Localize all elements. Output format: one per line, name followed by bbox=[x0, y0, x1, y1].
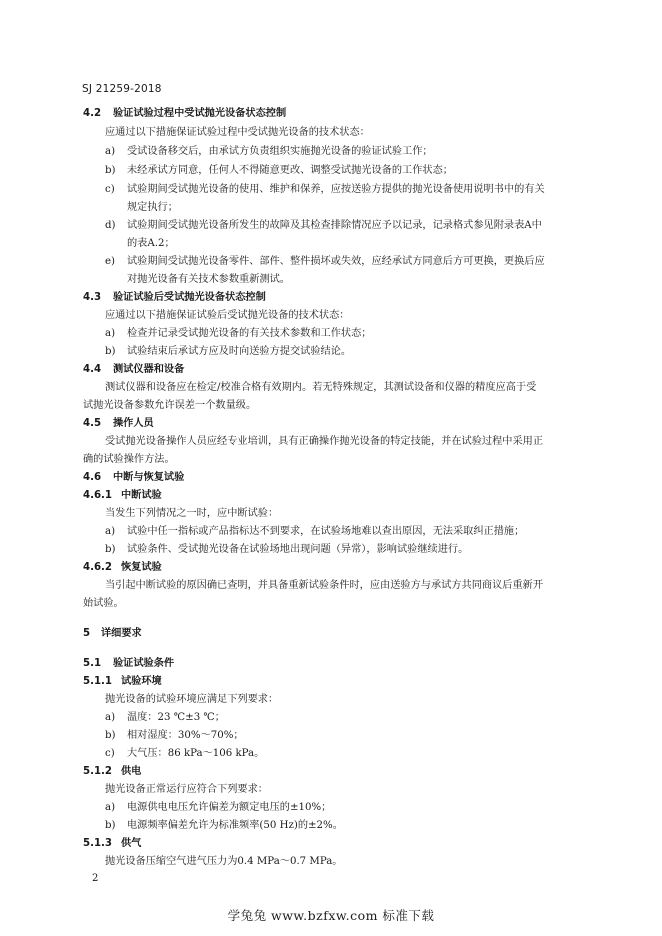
list-text-continued: 的表A.2； bbox=[127, 238, 175, 249]
list-item bbox=[105, 819, 343, 832]
section-title: 验证试验过程中受试抛光设备状态控制 bbox=[113, 108, 287, 119]
list-text: 检查并记录受试抛光设备的有关技术参数和工作状态； bbox=[127, 328, 372, 339]
list-item bbox=[105, 747, 264, 760]
list-marker: c) bbox=[105, 184, 115, 195]
list-item bbox=[105, 345, 351, 358]
page-number: 2 bbox=[92, 873, 99, 884]
section-4-2-heading bbox=[83, 107, 286, 120]
list-item bbox=[105, 543, 468, 556]
section-number: 4.3 bbox=[83, 292, 102, 303]
list-text-continued: 对抛光设备有关技术参数重新测试。 bbox=[127, 274, 290, 285]
list-text: 未经承试方同意，任何人不得随意更改、调整受试抛光设备的工作状态； bbox=[127, 165, 453, 176]
list-text: 试验条件、受试抛光设备在试验场地出现问题（异常），影响试验继续进行。 bbox=[127, 544, 469, 555]
section-number: 5.1 bbox=[83, 658, 102, 669]
section-5-1-3-heading bbox=[83, 837, 141, 850]
section-4-6-1-intro: 当发生下列情况之一时，应中断试验： bbox=[105, 508, 279, 519]
list-marker: a) bbox=[105, 328, 116, 339]
section-4-6-heading bbox=[83, 471, 184, 484]
section-number: 5.1.2 bbox=[83, 766, 113, 777]
section-number: 4.6 bbox=[83, 472, 102, 483]
paragraph-line: 确的试验操作方法。 bbox=[83, 454, 175, 465]
section-number: 4.6.1 bbox=[83, 490, 113, 501]
list-marker: b) bbox=[105, 730, 116, 741]
list-marker: d) bbox=[105, 220, 116, 231]
section-4-2-intro: 应通过以下措施保证试验过程中受试抛光设备的技术状态： bbox=[105, 127, 370, 138]
section-number: 5 bbox=[83, 628, 91, 639]
paragraph-line: 试抛光设备参数允许误差一个数量级。 bbox=[83, 400, 257, 411]
section-title: 试验环境 bbox=[121, 676, 162, 687]
section-title: 中断与恢复试验 bbox=[113, 472, 185, 483]
section-title: 中断试验 bbox=[121, 490, 162, 501]
paragraph-line: 测试仪器和设备应在检定/校准合格有效期内。若无特殊规定，其测试设备和仪器的精度应高于受 bbox=[105, 382, 537, 393]
list-item bbox=[105, 327, 372, 340]
list-item bbox=[105, 711, 225, 724]
document-id: SJ 21259-2018 bbox=[82, 83, 162, 95]
list-marker: c) bbox=[105, 748, 115, 759]
list-marker: e) bbox=[105, 256, 116, 267]
list-text: 试验结束后承试方应及时向送验方提交试验结论。 bbox=[127, 346, 352, 357]
section-4-5-heading bbox=[83, 417, 154, 430]
footer-watermark: 学兔兔 www.bzfxw.com 标准下载 bbox=[227, 908, 435, 923]
list-marker: b) bbox=[105, 544, 116, 555]
section-4-3-intro: 应通过以下措施保证试验后受试抛光设备的技术状态： bbox=[105, 310, 350, 321]
list-text-continued: 规定执行； bbox=[127, 202, 178, 213]
list-text: 电源频率偏差允许为标准频率(50 Hz)的±2%。 bbox=[127, 820, 343, 831]
paragraph-line: 受试抛光设备操作人员应经专业培训，具有正确操作抛光设备的特定技能，并在试验过程中采用正 bbox=[105, 436, 544, 447]
paragraph-line: 当引起中断试验的原因确已查明，并具备重新试验条件时，应由送验方与承试方共同商议后重新开 bbox=[105, 580, 544, 591]
section-5-1-1-heading bbox=[83, 675, 162, 688]
list-text: 试验期间受试抛光设备所发生的故障及其检查排除情况应予以记录，记录格式参见附录表A中 bbox=[127, 220, 542, 231]
list-marker: a) bbox=[105, 526, 116, 537]
section-title: 恢复试验 bbox=[121, 562, 162, 573]
section-title: 供电 bbox=[121, 766, 142, 777]
list-marker: b) bbox=[105, 165, 116, 176]
list-text: 大气压：86 kPa～106 kPa。 bbox=[127, 748, 265, 759]
list-text: 试验期间受试抛光设备的使用、维护和保养，应按送验方提供的抛光设备使用说明书中的有关 bbox=[127, 184, 545, 195]
list-item bbox=[105, 183, 545, 196]
list-item bbox=[105, 729, 244, 742]
list-text: 电源供电电压允许偏差为额定电压的±10%； bbox=[127, 802, 332, 813]
section-title: 验证试验条件 bbox=[113, 658, 175, 669]
list-text: 受试设备移交后，由承试方负责组织实施抛光设备的验证试验工作； bbox=[127, 146, 433, 157]
section-title: 供气 bbox=[121, 838, 142, 849]
section-number: 4.5 bbox=[83, 418, 102, 429]
section-number: 4.4 bbox=[83, 364, 102, 375]
list-item bbox=[105, 525, 524, 538]
section-5-1-1-intro: 抛光设备的试验环境应满足下列要求： bbox=[105, 694, 279, 705]
section-number: 4.6.2 bbox=[83, 562, 113, 573]
list-marker: a) bbox=[105, 802, 116, 813]
paragraph-line: 抛光设备压缩空气进气压力为0.4 MPa～0.7 MPa。 bbox=[105, 856, 343, 867]
section-4-3-heading bbox=[83, 291, 266, 304]
list-marker: b) bbox=[105, 820, 116, 831]
section-title: 操作人员 bbox=[113, 418, 154, 429]
section-number: 5.1.3 bbox=[83, 838, 113, 849]
list-marker: a) bbox=[105, 712, 116, 723]
list-marker: b) bbox=[105, 346, 116, 357]
section-title: 测试仪器和设备 bbox=[113, 364, 185, 375]
section-number: 4.2 bbox=[83, 108, 102, 119]
section-4-4-heading bbox=[83, 363, 184, 376]
list-item bbox=[105, 801, 331, 814]
section-number: 5.1.1 bbox=[83, 676, 113, 687]
paragraph-line: 始试验。 bbox=[83, 598, 124, 609]
list-item bbox=[105, 255, 545, 268]
section-5-1-heading bbox=[83, 657, 174, 670]
list-marker: a) bbox=[105, 146, 116, 157]
section-5-1-2-intro: 抛光设备正常运行应符合下列要求： bbox=[105, 784, 268, 795]
list-item bbox=[105, 164, 453, 177]
list-item bbox=[105, 145, 433, 158]
section-5-1-2-heading bbox=[83, 765, 141, 778]
list-text: 温度：23 ℃±3 ℃； bbox=[127, 712, 225, 723]
list-text: 试验期间受试抛光设备零件、部件、整件损坏或失效，应经承试方同意后方可更换，更换后应 bbox=[127, 256, 545, 267]
list-item bbox=[105, 219, 542, 232]
section-title: 详细要求 bbox=[101, 628, 142, 639]
list-text: 试验中任一指标或产品指标达不到要求，在试验场地难以查出原因，无法采取纠正措施； bbox=[127, 526, 525, 537]
section-4-6-1-heading bbox=[83, 489, 162, 502]
section-title: 验证试验后受试抛光设备状态控制 bbox=[113, 292, 266, 303]
section-4-6-2-heading bbox=[83, 561, 162, 574]
list-text: 相对湿度：30%～70%； bbox=[127, 730, 244, 741]
section-5-heading bbox=[83, 627, 142, 640]
